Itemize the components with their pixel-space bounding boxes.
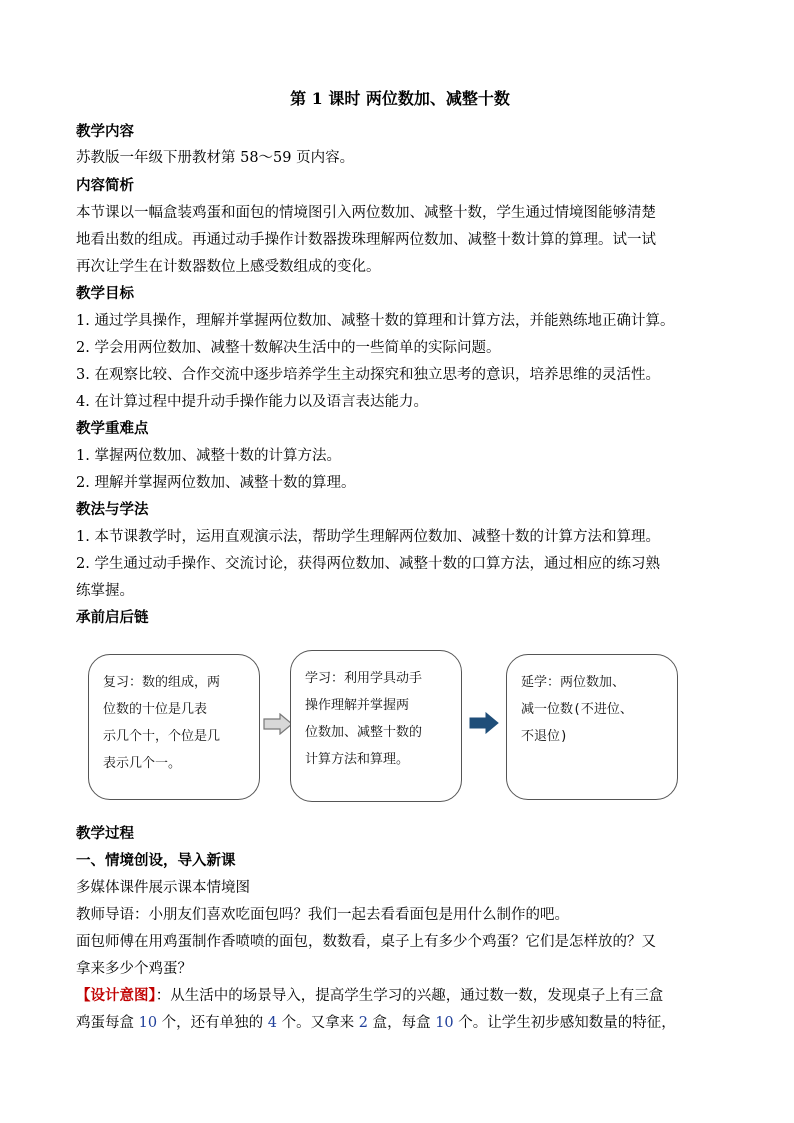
content-text: 苏教版一年级下册教材第 58～59 页内容。 <box>76 150 355 166</box>
note-text: 鸡蛋每盒 <box>76 1015 139 1031</box>
box-line: 位数的十位是几表 <box>103 702 208 717</box>
note-text: 个，还有单独的 <box>157 1015 268 1031</box>
box-line: 减一位数(不进位、 <box>521 702 633 717</box>
key-2: 2. 理解并掌握两位数加、减整十数的算理。 <box>76 475 356 491</box>
note-text: 个。让学生初步感知数量的特征， <box>453 1015 676 1031</box>
box-line: 位数加、减整十数的 <box>305 725 423 740</box>
box-line: 延学：两位数加、 <box>521 675 626 690</box>
note-number: 10 <box>435 1015 454 1031</box>
process-line-1: 多媒体课件展示课本情境图 <box>76 880 250 896</box>
page-title: 第 1 课时 两位数加、减整十数 <box>290 89 510 108</box>
heading-methods: 教法与学法 <box>76 501 149 518</box>
heading-content: 教学内容 <box>76 123 134 140</box>
box-line: 计算方法和算理。 <box>305 752 410 767</box>
box-line: 表示几个一。 <box>103 756 182 771</box>
heading-key-points: 教学重难点 <box>76 420 149 437</box>
method-2: 2. 学生通过动手操作、交流讨论，获得两位数加、减整十数的口算方法，通过相应的练习熟 <box>76 556 660 572</box>
note-text: 盒，每盒 <box>367 1015 436 1031</box>
box-line: 操作理解并掌握两 <box>305 698 410 713</box>
process-line-2: 教师导语：小朋友们喜欢吃面包吗？我们一起去看看面包是用什么制作的吧。 <box>76 907 569 923</box>
design-note-line-2 <box>76 1013 676 1033</box>
note-number: 4 <box>267 1015 278 1031</box>
heading-goals: 教学目标 <box>76 285 134 302</box>
method-3: 练掌握。 <box>76 583 134 599</box>
chain-box-learn <box>290 650 462 802</box>
solid-arrow-icon <box>468 712 500 734</box>
process-line-3: 面包师傅在用鸡蛋制作香喷喷的面包，数数看，桌子上有多少个鸡蛋？它们是怎样放的？又 <box>76 934 656 950</box>
box-line: 复习：数的组成，两 <box>103 675 221 690</box>
design-note-label: 【设计意图】 <box>76 987 156 1004</box>
note-text: ：从生活中的场景导入，提高学生学习的兴趣，通过数一数，发现桌子上有三盒 <box>155 988 664 1004</box>
goal-2: 2. 学会用两位数加、减整十数解决生活中的一些简单的实际问题。 <box>76 340 501 356</box>
goal-1: 1. 通过学具操作，理解并掌握两位数加、减整十数的算理和计算方法，并能熟练地正确计算。 <box>76 313 675 329</box>
box-line: 学习：利用学具动手 <box>305 671 423 686</box>
heading-link-chain: 承前启后链 <box>76 609 149 626</box>
goal-4: 4. 在计算过程中提升动手操作能力以及语言表达能力。 <box>76 394 428 410</box>
chain-box-extend <box>506 654 678 800</box>
summary-line-3: 再次让学生在计数器数位上感受数组成的变化。 <box>76 259 381 275</box>
note-text: 个。又拿来 <box>277 1015 359 1031</box>
goal-3: 3. 在观察比较、合作交流中逐步培养学生主动探究和独立思考的意识，培养思维的灵活性。 <box>76 367 660 383</box>
note-number: 2 <box>358 1015 368 1031</box>
heading-summary: 内容简析 <box>76 177 134 194</box>
method-1: 1. 本节课教学时，运用直观演示法，帮助学生理解两位数加、减整十数的计算方法和算理。 <box>76 529 660 545</box>
box-line: 示几个十，个位是几 <box>103 729 221 744</box>
summary-line-1: 本节课以一幅盒装鸡蛋和面包的情境图引入两位数加、减整十数，学生通过情境图能够清楚 <box>76 205 656 221</box>
summary-line-2: 地看出数的组成。再通过动手操作计数器拨珠理解两位数加、减整十数计算的算理。试一试 <box>76 232 656 248</box>
key-1: 1. 掌握两位数加、减整十数的计算方法。 <box>76 448 341 464</box>
box-line: 不退位) <box>521 729 568 744</box>
heading-process: 教学过程 <box>76 825 134 842</box>
note-number: 10 <box>138 1015 158 1031</box>
heading-part-1: 一、情境创设，导入新课 <box>76 852 236 869</box>
design-note-line-1 <box>76 986 663 1006</box>
process-line-4: 拿来多少个鸡蛋？ <box>76 961 192 977</box>
chain-box-review <box>88 654 260 800</box>
